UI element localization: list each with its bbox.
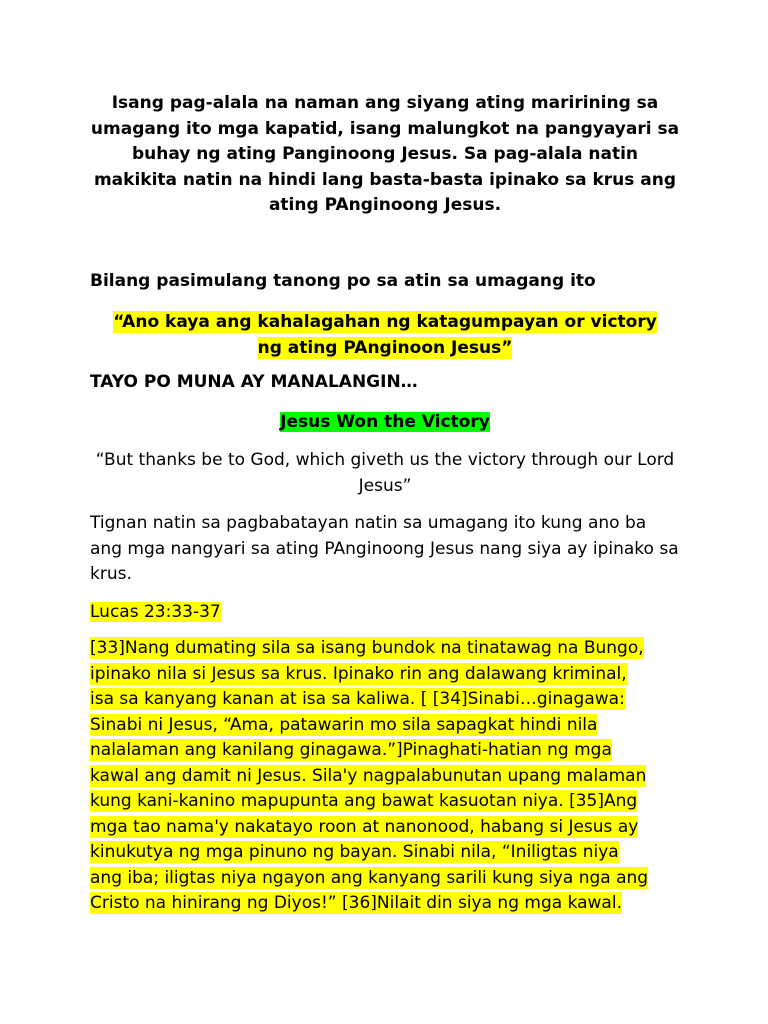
sermon-title: Jesus Won the Victory: [280, 412, 490, 432]
bible-verse-quote: “But thanks be to God, which giveth us the victory through our Lord Jesus”: [95, 450, 675, 496]
prayer-call: TAYO PO MUNA AY MANALANGIN…: [90, 372, 418, 392]
passage-line: isa sa kanyang kanan at isa sa kaliwa. [ [34]Sinabi…ginagawa:: [90, 689, 625, 709]
passage-line: [33]Nang dumating sila sa isang bundok na tinatawag na Bungo,: [90, 638, 644, 658]
passage-line: ipinako nila si Jesus sa krus. Ipinako rin ang dalawang kriminal,: [90, 663, 627, 684]
opening-question-lead: Bilang pasimulang tanong po sa atin sa umagang ito: [90, 271, 596, 291]
passage-line: kung kani-kanino mapupunta ang bawat kasuotan niya. [35]Ang: [90, 791, 638, 811]
scripture-passage: [90, 636, 680, 917]
question-line-2: ng ating PAnginoon Jesus”: [257, 337, 513, 358]
passage-line: kinukutya ng mga pinuno ng bayan. Sinabi nila, “Iniligtas niya: [90, 842, 619, 862]
scripture-reference: Lucas 23:33-37: [90, 602, 221, 622]
passage-line: nalalaman ang kanilang ginagawa.”]Pinaghati-hatian ng mga: [90, 740, 612, 760]
passage-intro-paragraph: Tignan natin sa pagbabatayan natin sa umagang ito kung ano ba ang mga nangyari sa ating PAnginoong Jesus nang siya ay ipinako sa krus.: [90, 513, 679, 584]
intro-paragraph: Isang pag-alala na naman ang siyang ating maririning sa umagang ito mga kapatid, isang malungkot na pangyayari sa buhay ng ating Panginoong Jesus. Sa pag-alala natin makikita natin na hindi lang basta-basta ipinako sa krus ang ating PAnginoong Jesus.: [90, 93, 680, 215]
highlighted-question: [90, 310, 680, 361]
passage-line: Cristo na hinirang ng Diyos!” [36]Nilait din siya ng mga kawal.: [90, 893, 622, 913]
passage-line: mga tao nama'y nakatayo roon at nanonood, habang si Jesus ay: [90, 816, 639, 837]
question-line-1: “Ano kaya ang kahalagahan ng katagumpayan or victory: [113, 312, 657, 332]
passage-line: kawal ang damit ni Jesus. Sila'y nagpalabunutan upang malaman: [90, 765, 647, 786]
passage-line: Sinabi ni Jesus, “Ama, patawarin mo sila sapagkat hindi nila: [90, 714, 598, 735]
passage-line: ang iba; iligtas niya ngayon ang kanyang sarili kung siya nga ang: [90, 867, 649, 888]
